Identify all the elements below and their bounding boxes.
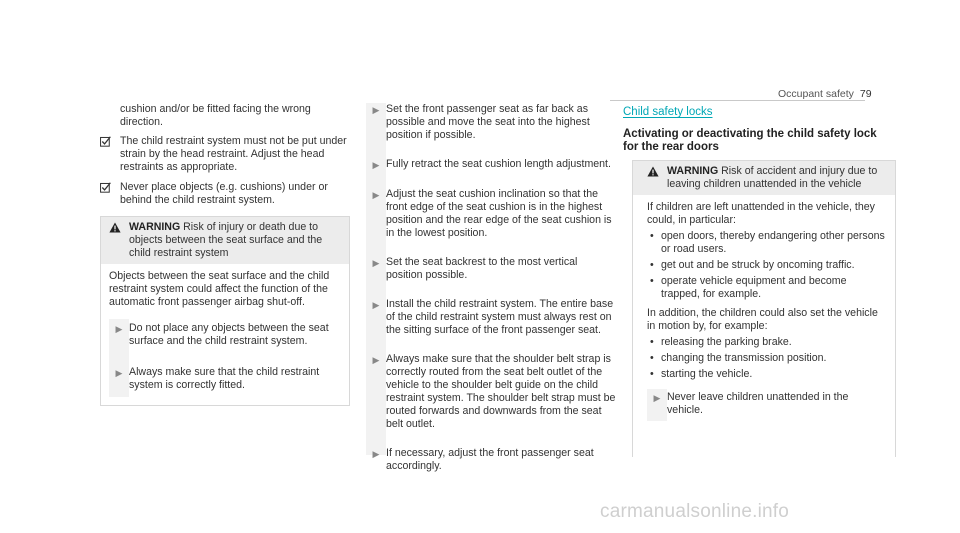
- step-arrow-icon: ▶: [372, 355, 380, 365]
- action-step: ▶ Adjust the seat cushion inclination so that the front edge of the seat cushion is in the highest position and the rear edge of the seat cushion is in the lowest position.: [366, 188, 616, 246]
- step-arrow-icon: ▶: [372, 258, 380, 268]
- warning-box-unattended-children: [632, 160, 896, 457]
- action-step: ▶ Set the seat backrest to the most vertical position possible.: [366, 256, 616, 288]
- warning-title: Risk of accident and injury due to leaving children unattended in the vehicle: [667, 165, 878, 190]
- child-safety-locks-link[interactable]: Child safety locks: [623, 106, 713, 118]
- list-item: • changing the transmission position.: [647, 352, 887, 365]
- action-step: ▶ Do not place any objects between the seat surface and the child restraint system.: [109, 319, 341, 353]
- step-arrow-icon: ▶: [653, 393, 661, 403]
- action-step: ▶ Fully retract the seat cushion length adjustment.: [366, 158, 616, 178]
- warning-triangle-icon: [109, 221, 129, 260]
- warning-title: Risk of injury or death due to objects between the seat surface and the child restraint system: [129, 221, 323, 259]
- action-step: ▶ Never leave children unattended in the vehicle.: [647, 389, 887, 421]
- action-step: ▶ If necessary, adjust the front passenger seat accordingly.: [366, 447, 616, 479]
- list-item: • get out and be struck by oncoming traffic.: [647, 259, 887, 272]
- column-2-steps: [366, 103, 616, 472]
- list-item: • releasing the parking brake.: [647, 336, 887, 349]
- step-arrow-icon: ▶: [372, 190, 380, 200]
- action-step: ▶ Set the front passenger seat as far back as possible and move the seat into the highest position if possible.: [366, 103, 616, 148]
- check-item: [100, 181, 350, 207]
- list-item: • open doors, thereby endangering other persons or road users.: [647, 230, 887, 256]
- bullet-list: [647, 230, 887, 301]
- list-item: • starting the vehicle.: [647, 368, 887, 381]
- check-text: The child restraint system must not be put under strain by the head restraint. Adjust the head restraints as appropriate.: [120, 135, 347, 173]
- warning-label: WARNING: [129, 221, 181, 233]
- warning-body: Objects between the seat surface and the child restraint system could affect the function of the automatic front passenger airbag shut-off.: [109, 270, 330, 308]
- warning-box-seat-objects: [100, 216, 350, 406]
- section-title: Occupant safety: [778, 88, 854, 100]
- step-arrow-icon: ▶: [115, 324, 123, 334]
- warning-label: WARNING: [667, 165, 719, 177]
- check-box-icon: [100, 181, 120, 207]
- header-rule: [610, 100, 865, 101]
- page-number: 79: [859, 88, 872, 100]
- step-arrow-icon: ▶: [115, 368, 123, 378]
- check-box-icon: [100, 135, 120, 174]
- section-subheading: Activating or deactivating the child safety lock for the rear doors: [623, 128, 877, 153]
- action-step: ▶ Always make sure that the shoulder belt strap is correctly routed from the seat belt outlet of the vehicle to the shoulder belt guide on the child restraint system. The shoulder belt strap must be routed forwards and downwards from the seat belt outlet.: [366, 353, 616, 437]
- lead-text: cushion and/or be fitted facing the wrong direction.: [120, 103, 311, 128]
- watermark: carmanualsonline.info: [600, 501, 790, 522]
- list-item: • operate vehicle equipment and become trapped, for example.: [647, 275, 887, 301]
- step-arrow-icon: ▶: [372, 160, 380, 170]
- check-text: Never place objects (e.g. cushions) under or behind the child restraint system.: [120, 181, 328, 206]
- check-item: [100, 135, 350, 174]
- action-step: ▶ Always make sure that the child restraint system is correctly fitted.: [109, 363, 341, 397]
- warning-header: [101, 217, 349, 264]
- warning-intro-2: In addition, the children could also set the vehicle in motion by, for example:: [647, 307, 878, 332]
- step-arrow-icon: ▶: [372, 300, 380, 310]
- warning-header: [633, 161, 895, 195]
- warning-intro: If children are left unattended in the vehicle, they could, in particular:: [647, 201, 875, 226]
- step-arrow-icon: ▶: [372, 105, 380, 115]
- step-arrow-icon: ▶: [372, 449, 380, 459]
- action-step: ▶ Install the child restraint system. The entire base of the child restraint system must always rest on the sitting surface of the front passenger seat.: [366, 298, 616, 343]
- bullet-list: [647, 336, 887, 381]
- column-1: [100, 103, 350, 214]
- warning-triangle-icon: [647, 165, 667, 191]
